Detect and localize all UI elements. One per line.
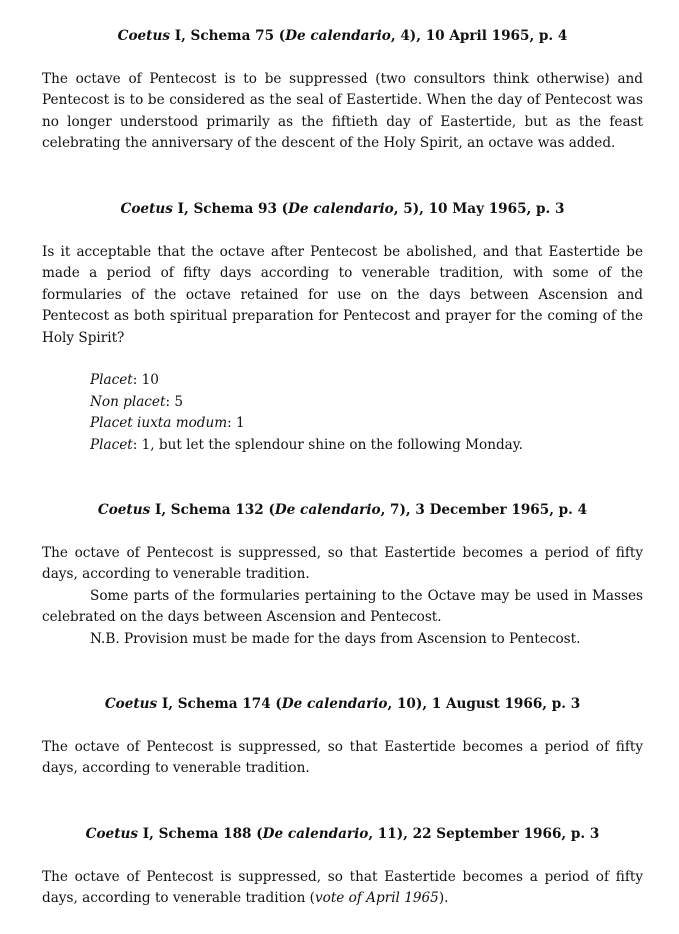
- heading-de-calendario: De calendario: [262, 826, 369, 842]
- heading-coetus: Coetus: [85, 826, 139, 842]
- heading-schema: I, Schema 93 (: [172, 201, 289, 217]
- heading-schema: I, Schema 174 (: [157, 696, 282, 712]
- heading-coetus: Coetus: [120, 201, 173, 217]
- vote-reference: vote of April 1965: [314, 890, 439, 906]
- section-schema-75: [42, 26, 643, 155]
- vote-line: Placet iuxta modum: 1: [90, 415, 245, 431]
- section-body: The octave of Pentecost is suppressed, so that Eastertide becomes a period of fifty days, according to venerable tradition.: [42, 544, 643, 582]
- section-body-continued: Some parts of the formularies pertaining to the Octave may be used in Masses celebrated on the days between Ascension and Pentecost.: [42, 587, 643, 625]
- heading-date: , 10), 1 August 1966, p. 3: [387, 696, 581, 712]
- heading-schema: I, Schema 188 (: [138, 826, 263, 842]
- heading-date: , 4), 10 April 1965, p. 4: [390, 28, 568, 44]
- section-heading: [42, 824, 643, 846]
- section-body: The octave of Pentecost is suppressed, so that Eastertide becomes a period of fifty days, according to venerable tradition (vote of April 1965).: [42, 868, 643, 906]
- section-body: Is it acceptable that the octave after Pentecost be abolished, and that Eastertide be made a period of fifty days according to venerable tradition, with some of the formularies of the octave retained for use on the days between Ascension and Pentecost as both spiritual preparation for Pentecost and prayer for the coming of the Holy Spirit?: [42, 243, 643, 346]
- section-heading: [42, 694, 643, 716]
- section-body: The octave of Pentecost is to be suppressed (two consultors think otherwise) and Pentecost is to be considered as the seal of Eastertide. When the day of Pentecost was no longer understood primarily as the fiftieth day of Eastertide, but as the feast celebrating the anniversary of the descent of the Holy Spirit, an octave was added.: [42, 70, 643, 151]
- nota-bene: N.B. Provision must be made for the days from Ascension to Pentecost.: [90, 630, 581, 647]
- section-heading: [42, 500, 643, 522]
- heading-date: , 7), 3 December 1965, p. 4: [380, 502, 588, 518]
- section-schema-132: [42, 500, 643, 650]
- heading-de-calendario: De calendario: [288, 201, 394, 217]
- section-schema-174: [42, 694, 643, 780]
- vote-line: Non placet: 5: [90, 393, 183, 410]
- heading-schema: I, Schema 132 (: [150, 502, 275, 518]
- heading-de-calendario: De calendario: [274, 502, 381, 518]
- heading-coetus: Coetus: [97, 502, 151, 518]
- heading-date: , 5), 10 May 1965, p. 3: [393, 201, 565, 217]
- section-schema-188: [42, 824, 643, 910]
- section-heading: [42, 199, 643, 221]
- section-schema-93: [42, 199, 643, 456]
- section-heading: [42, 26, 643, 48]
- heading-de-calendario: De calendario: [281, 696, 388, 712]
- vote-line: Placet: 10: [90, 372, 159, 388]
- heading-coetus: Coetus: [104, 696, 158, 712]
- section-body: The octave of Pentecost is suppressed, so that Eastertide becomes a period of fifty days, according to venerable tradition.: [42, 738, 643, 776]
- heading-de-calendario: De calendario: [285, 28, 391, 44]
- heading-coetus: Coetus: [117, 28, 170, 44]
- heading-schema: I, Schema 75 (: [170, 28, 286, 44]
- vote-line: Placet: 1, but let the splendour shine on the following Monday.: [90, 436, 523, 453]
- heading-date: , 11), 22 September 1966, p. 3: [368, 826, 600, 842]
